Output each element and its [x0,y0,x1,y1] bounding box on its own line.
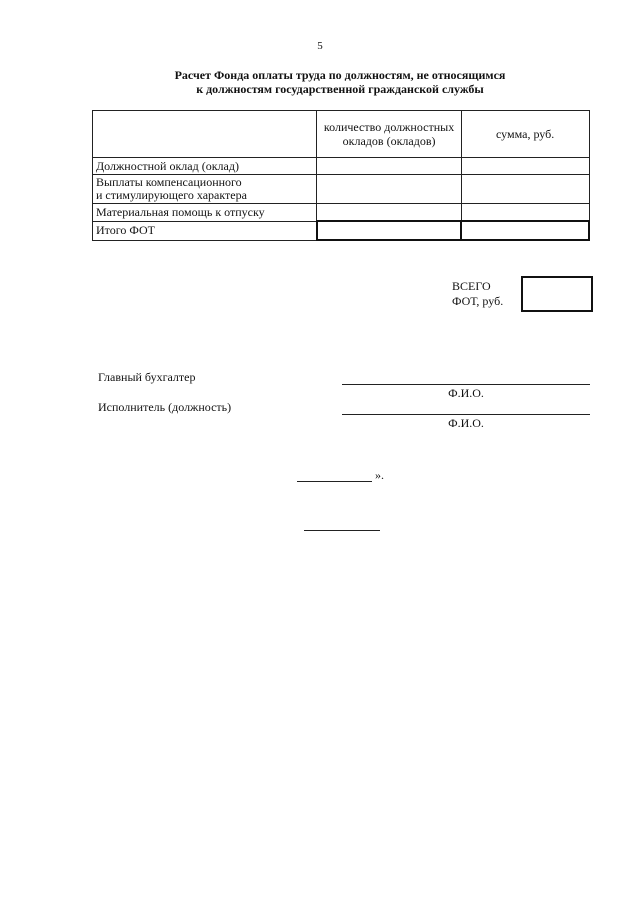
row-label-line-1: Выплаты компенсационного [96,175,242,189]
end-divider-line [304,530,380,531]
total-fot-label [452,279,503,309]
header-cell-label [93,111,317,158]
chief-accountant-fio-caption: Ф.И.О. [448,386,484,400]
closing-blank-line [297,481,372,482]
executor-label: Исполнитель (должность) [98,400,232,414]
header-cell-sum: сумма, руб. [461,111,589,158]
page-title [0,68,640,96]
count-cell[interactable] [317,175,461,204]
sum-cell[interactable] [461,158,589,175]
row-label: Итого ФОТ [93,221,317,240]
title-line-2: к должностям государственной гражданской службы [196,82,484,96]
header-cell-count: количество должностных окладов (окладов) [317,111,461,158]
row-label [93,175,317,204]
page-number: 5 [317,40,323,52]
count-cell[interactable] [317,158,461,175]
executor-fio-caption: Ф.И.О. [448,416,484,430]
table-header-row [93,111,590,158]
title-line-1: Расчет Фонда оплаты труда по должностям, не относящимся [174,68,506,82]
fot-table [92,110,590,241]
table-row [93,175,590,204]
sum-cell[interactable] [461,204,589,222]
row-label: Должностной оклад (оклад) [93,158,317,175]
total-count-cell[interactable] [317,221,461,240]
row-label: Материальная помощь к отпуску [93,204,317,222]
chief-accountant-signature-line[interactable] [342,384,590,385]
closing-quote: ». [375,468,384,482]
sum-cell[interactable] [461,175,589,204]
total-fot-box[interactable] [521,276,593,312]
table-row [93,158,590,175]
total-label-line-1: ВСЕГО [452,279,491,293]
total-label-line-2: ФОТ, руб. [452,294,504,308]
table-row [93,204,590,222]
row-label-line-2: и стимулирующего характера [96,188,247,202]
count-cell[interactable] [317,204,461,222]
executor-signature-line[interactable] [342,414,590,415]
chief-accountant-label: Главный бухгалтер [98,370,196,384]
table-row-total [93,221,590,240]
total-sum-cell[interactable] [461,221,589,240]
